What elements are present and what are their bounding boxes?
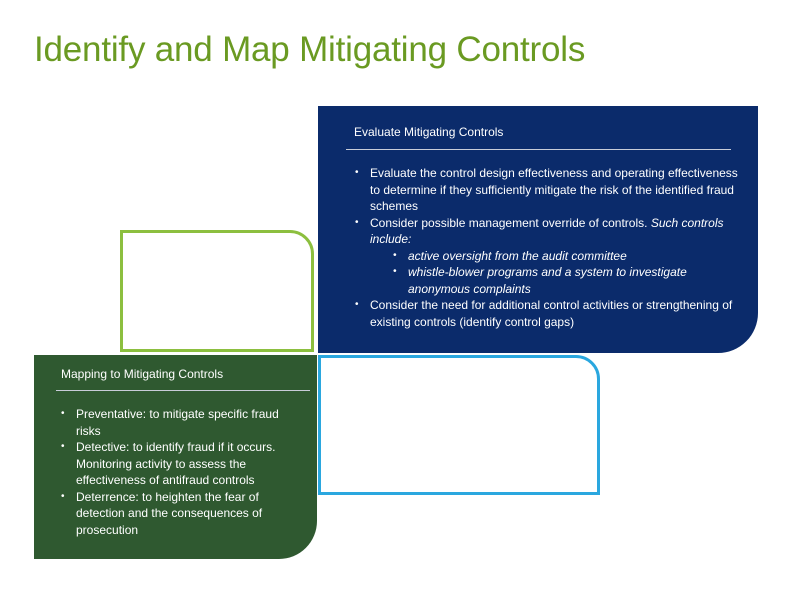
- mapping-controls-panel: [34, 355, 317, 559]
- evaluate-controls-panel: [318, 106, 758, 353]
- evaluate-bullet-1: • Evaluate the control design effectiveness and operating effectiveness to determine if they sufficiently mitigate the risk of the identified fraud schemes: [355, 165, 747, 215]
- evaluate-sub-bullet-2: • whistle-blower programs and a system to investigate anonymous complaints: [393, 264, 747, 297]
- evaluate-divider: [346, 149, 731, 150]
- evaluate-bullet-2-text: Consider possible management override of controls.: [370, 215, 651, 230]
- mapping-bullet-list: [61, 406, 301, 538]
- empty-blue-outline-box: [318, 355, 600, 495]
- mapping-heading: Mapping to Mitigating Controls: [61, 367, 224, 381]
- mapping-bullet-3: • Deterrence: to heighten the fear of detection and the consequences of prosecution: [61, 489, 301, 539]
- evaluate-bullet-2-italic: Such controls include:: [370, 215, 724, 246]
- mapping-bullet-1: • Preventative: to mitigate specific fraud risks: [61, 406, 301, 439]
- mapping-divider: [56, 390, 310, 391]
- mapping-bullet-2: • Detective: to identify fraud if it occurs. Monitoring activity to assess the effectiveness of antifraud controls: [61, 439, 301, 489]
- evaluate-sub-bullet-1: • active oversight from the audit committee: [393, 248, 747, 265]
- empty-green-outline-box: [120, 230, 314, 352]
- evaluate-heading: Evaluate Mitigating Controls: [354, 125, 504, 139]
- evaluate-bullet-3: • Consider the need for additional control activities or strengthening of existing controls (identify control gaps): [355, 297, 747, 330]
- page-title: Identify and Map Mitigating Controls: [34, 30, 586, 69]
- evaluate-bullet-2: [355, 215, 747, 298]
- evaluate-sub-list: [370, 248, 747, 298]
- evaluate-bullet-list: [355, 165, 747, 330]
